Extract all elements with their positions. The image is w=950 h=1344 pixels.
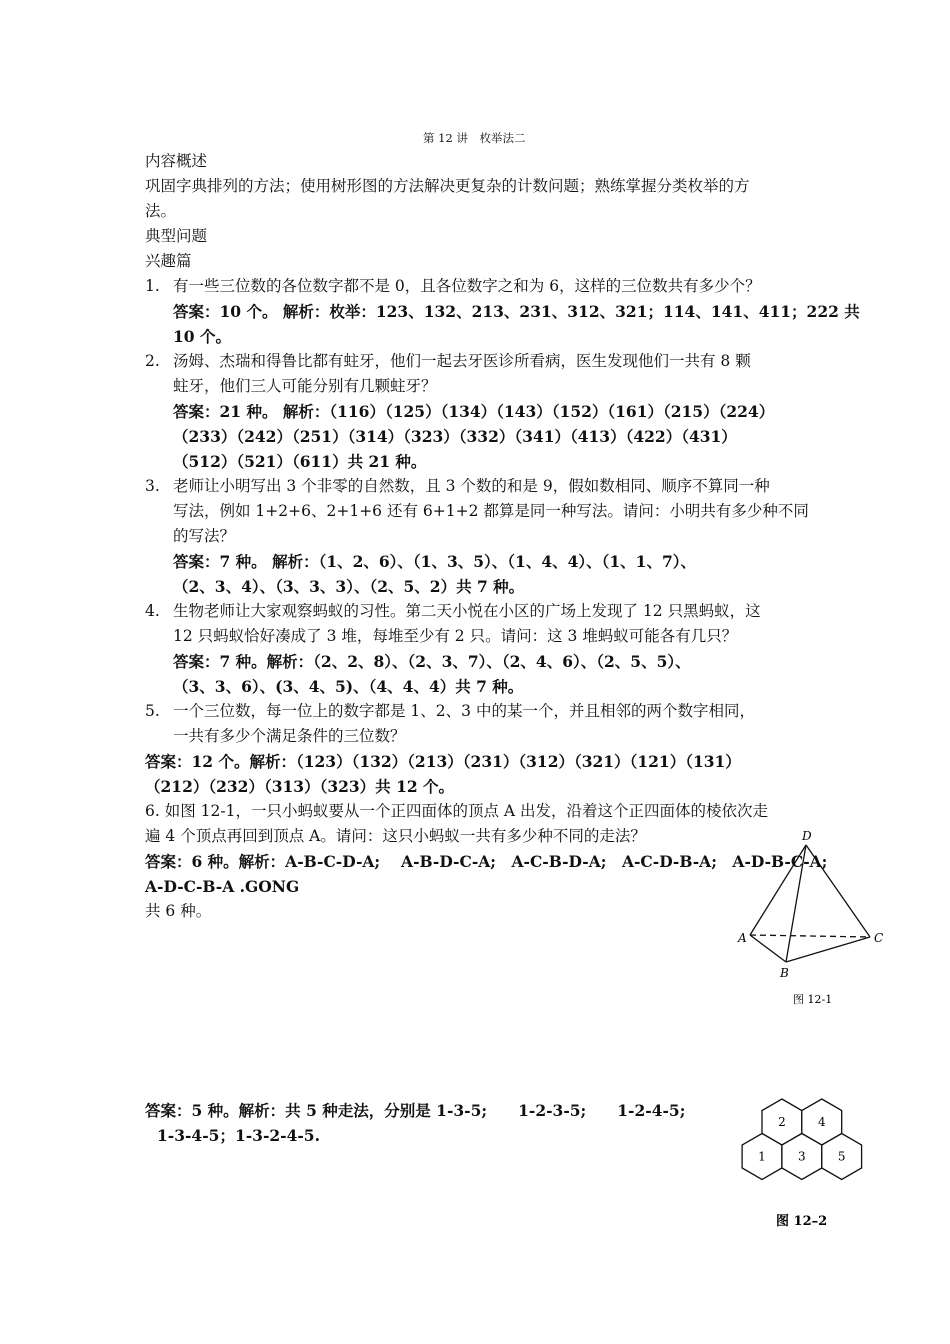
q6-answer-cont: A-D-C-B-A .GONG: [145, 877, 300, 896]
overview-text: 巩固字典排列的方法；使用树形图的方法解决更复杂的计数问题；熟练掌握分类枚举的方: [145, 177, 750, 195]
vertex-label-D: D: [802, 829, 812, 843]
vertex-label-B: B: [780, 966, 789, 980]
overview-text-cont: 法。: [145, 202, 177, 220]
hexagon-label-5: 5: [837, 1149, 846, 1164]
q6-question: 6. 如图 12-1，一只小蚂蚁要从一个正四面体的顶点 A 出发，沿着这个正四面体的棱依次走: [145, 802, 769, 820]
q4-answer-cont: （3、3、6）、(3、4、5)、（4、4、4）共 7 种。: [173, 677, 524, 696]
q2-number: 2.: [145, 352, 160, 370]
q1-answer-cont: 10 个。: [173, 327, 231, 346]
hexagon-figure: [736, 1094, 872, 1234]
edge-D-C: [806, 845, 870, 937]
figure-caption-12-1: 图 12-1: [793, 993, 833, 1006]
q1-number: 1.: [145, 277, 160, 295]
q3-answer: 答案：7 种。 解析：（1、2、6）、（1、3、5）、（1、4、4）、（1、1、7）、: [173, 552, 696, 571]
edge-A-C-hidden: [750, 935, 870, 937]
q3-number: 3.: [145, 477, 160, 495]
q4-question: 生物老师让大家观察蚂蚁的习性。第二天小悦在小区的广场上发现了 12 只黑蚂蚁，这: [173, 602, 761, 620]
edge-A-D: [750, 845, 806, 935]
q4-number: 4.: [145, 602, 160, 620]
edge-B-C: [786, 937, 870, 962]
q5-answer: 答案：12 个。解析：（123）（132）（213）（231）（312）（321）（121）（131）: [145, 752, 741, 771]
hexagon-label-4: 4: [817, 1115, 826, 1129]
q5-question: 一个三位数，每一位上的数字都是 1、2、3 中的某一个，并且相邻的两个数字相同，: [173, 702, 755, 720]
q3-question-end: 的写法？: [173, 527, 236, 545]
vertex-label-A: A: [738, 931, 747, 945]
edge-A-B: [750, 935, 786, 962]
q2-question-cont: 蛀牙，他们三人可能分别有几颗蛀牙？: [173, 377, 437, 395]
edge-D-B: [786, 845, 806, 962]
figure-caption-12-2: 图 12–2: [776, 1214, 828, 1229]
tetrahedron-figure: [730, 825, 900, 1015]
hexagon-label-1: 1: [758, 1149, 766, 1164]
q3-question: 老师让小明写出 3 个非零的自然数，且 3 个数的和是 9，假如数相同、顺序不算同一种: [173, 477, 770, 495]
hexagon-label-2: 2: [778, 1115, 786, 1129]
q6-answer: 答案：6 种。解析：A-B-C-D-A; A-B-D-C-A; A-C-B-D-A; A-C-D-B-A; A-D-B-C-A;: [145, 852, 828, 871]
q3-question-cont: 写法，例如 1+2+6、2+1+6 还有 6+1+2 都算是同一种写法。请问：小明共有多少种不同: [173, 502, 809, 520]
q4-question-cont: 12 只蚂蚁恰好凑成了 3 堆，每堆至少有 2 只。请问：这 3 堆蚂蚁可能各有几只？: [173, 627, 738, 645]
q1-question: 有一些三位数的各位数字都不是 0，且各位数字之和为 6，这样的三位数共有多少个？: [173, 277, 761, 295]
section-typical: 典型问题: [145, 227, 208, 245]
q2-answer-end: （512）（521）（611）共 21 种。: [173, 452, 427, 471]
hexagon-label-3: 3: [797, 1149, 806, 1164]
q2-question: 汤姆、杰瑞和得鲁比都有蛀牙，他们一起去牙医诊所看病，医生发现他们一共有 8 颗: [173, 352, 751, 370]
q5-number: 5.: [145, 702, 160, 720]
q3-answer-cont: （2、3、4）、（3、3、3）、（2、5、2）共 7 种。: [173, 577, 525, 596]
q2-answer-cont: （233）（242）（251）（314）（323）（332）（341）（413）（422）（431）: [173, 427, 737, 446]
page-title: 第 12 讲 枚举法二: [423, 131, 526, 145]
q1-answer: 答案：10 个。 解析：枚举：123、132、213、231、312、321；114、141、411；222 共: [173, 302, 860, 321]
q4-answer: 答案：7 种。解析：（2、2、8）、（2、3、7）、（2、4、6）、（2、5、5）、: [173, 652, 691, 671]
q6-answer-end: 共 6 种。: [145, 902, 212, 920]
section-overview: 内容概述: [145, 152, 208, 170]
q7-answer: 答案：5 种。解析：共 5 种走法，分别是 1-3-5; 1-2-3-5; 1-2-4-5;: [145, 1101, 686, 1120]
section-interest: 兴趣篇: [145, 252, 192, 270]
q5-answer-cont: （212）（232）（313）（323）共 12 个。: [145, 777, 455, 796]
vertex-label-C: C: [874, 931, 884, 945]
q6-question-cont: 遍 4 个顶点再回到顶点 A。请问：这只小蚂蚁一共有多少种不同的走法？: [145, 827, 646, 845]
q5-question-cont: 一共有多少个满足条件的三位数？: [173, 727, 406, 745]
q2-answer: 答案：21 种。 解析：（116）（125）（134）（143）（152）（161）（215）（224）: [173, 402, 775, 421]
q7-answer-cont: 1-3-4-5；1-3-2-4-5.: [157, 1126, 320, 1145]
